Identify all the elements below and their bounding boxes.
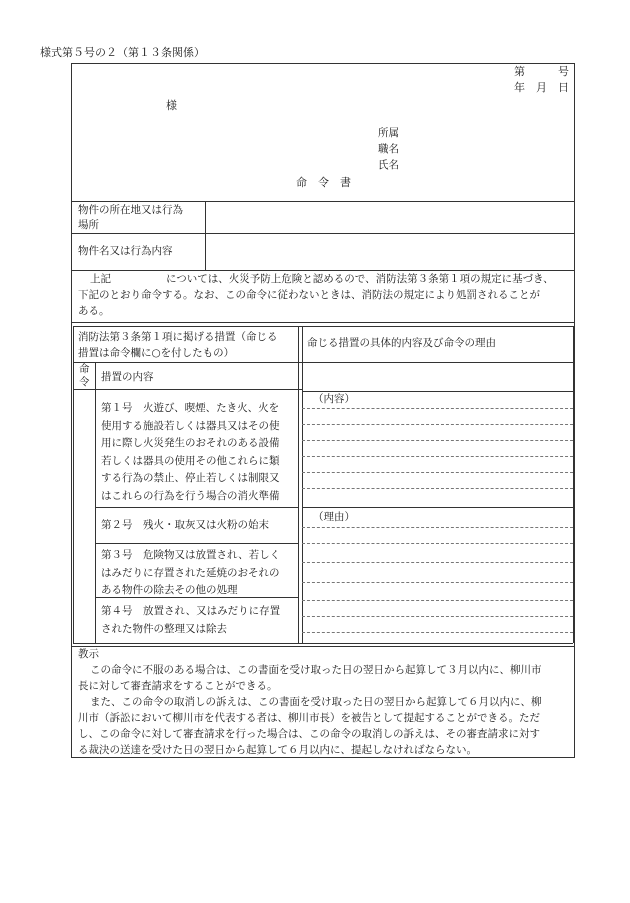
property-name-label: 物件名又は行為内容 [78,245,173,257]
instruction-line: 長に対して審査請求をすることができる。 [78,680,278,692]
divider [73,389,302,390]
issuer-name-label: 氏名 [378,159,399,171]
addressee-suffix: 様 [166,99,177,112]
measures-table-top [73,326,573,327]
measures-header-cont: 措置は命令欄に○を付したもの） [78,347,235,359]
measure-item-2: 第２号 残火・取灰又は火粉の始末 [101,519,269,531]
location-label: 物件の所在地又は行為 [78,204,183,216]
instruction-line: この命令に不服のある場合は、この書面を受け取った日の翌日から起算して３月以内に、柳川市 [90,664,542,676]
location-label-cont: 場所 [78,219,99,231]
document-number-label: 第 号 [514,65,569,78]
divider [73,362,573,363]
divider [205,201,206,270]
order-column-label: 命 [79,363,90,375]
instruction-line: また、この命令の取消しの訴えは、この書面を受け取った日の翌日から起算して６月以内に、柳 [90,696,542,708]
reason-input-area[interactable] [302,508,573,643]
divider [95,597,298,598]
intro-line-3: ある。 [78,305,110,317]
divider [71,322,575,323]
order-mark-cell-4[interactable] [73,597,95,643]
order-column-label-cont: 令 [79,376,90,388]
issuer-affiliation-label: 所属 [378,127,399,139]
divider [71,201,575,202]
measure-item-4: 第４号 放置され、又はみだりに存置 された物件の整理又は除去 [101,605,281,635]
intro-prefix: 上記 [90,273,111,285]
divider [71,270,575,271]
measures-table-right [573,326,574,643]
document-title: 命 令 書 [296,176,351,189]
order-mark-cell-3[interactable] [73,543,95,597]
intro-line-2: 下記のとおり命令する。なお、この命令に従わないときは、消防法の規定により処罰されることが [78,289,540,301]
divider [95,507,298,508]
order-mark-cell-1[interactable] [73,389,95,507]
content-section-label: （内容） [313,393,355,405]
instruction-heading: 教示 [78,648,99,660]
content-input-area[interactable] [302,392,573,507]
content-column-label: 措置の内容 [101,371,154,383]
instruction-line: る裁決の送達を受けた日の翌日から起算して６月以内に、提起しなければならない。 [78,744,477,756]
column-divider [298,326,299,643]
form-code: 様式第５号の２（第１３条関係） [40,46,205,59]
issuer-position-label: 職名 [378,143,399,155]
divider [95,543,298,544]
intro-line-1: については、火災予防上危険と認めるので、消防法第３条第１項の規定に基づき、 [166,273,554,285]
instruction-line: し、この命令に対して審査請求を行った場合は、この命令の取消しの訴えは、その審査請求に対す [78,728,540,740]
measure-item-3: 第３号 危険物又は放置され、若しく はみだりに存置された延焼のおそれの ある物件の除去その他の処理 [101,549,281,596]
measures-header: 消防法第３条第１項に掲げる措置（命じる [78,331,278,343]
order-mark-cell-2[interactable] [73,507,95,543]
reason-section-label: （理由） [313,511,355,523]
instruction-line: 川市（訴訟において柳川市を代表する者は、柳川市長）を被告として提起することができる。ただ [78,712,540,724]
document-date-label: 年 月 日 [514,81,569,94]
details-header: 命じる措置の具体的内容及び命令の理由 [307,337,496,349]
measures-table-bottom [73,643,573,644]
divider [71,646,575,647]
order-column-divider [95,362,96,643]
divider [71,233,575,234]
measure-item-1: 第１号 火遊び、喫煙、たき火、火を 使用する施設若しくは器具又はその使 用に際し火災発生のおそれのある設備 若しくは器具の使用その他これらに類 する行為の禁止、停止若しくは制限又 はこれらの行為を行う場合の消火準備 [101,402,280,502]
